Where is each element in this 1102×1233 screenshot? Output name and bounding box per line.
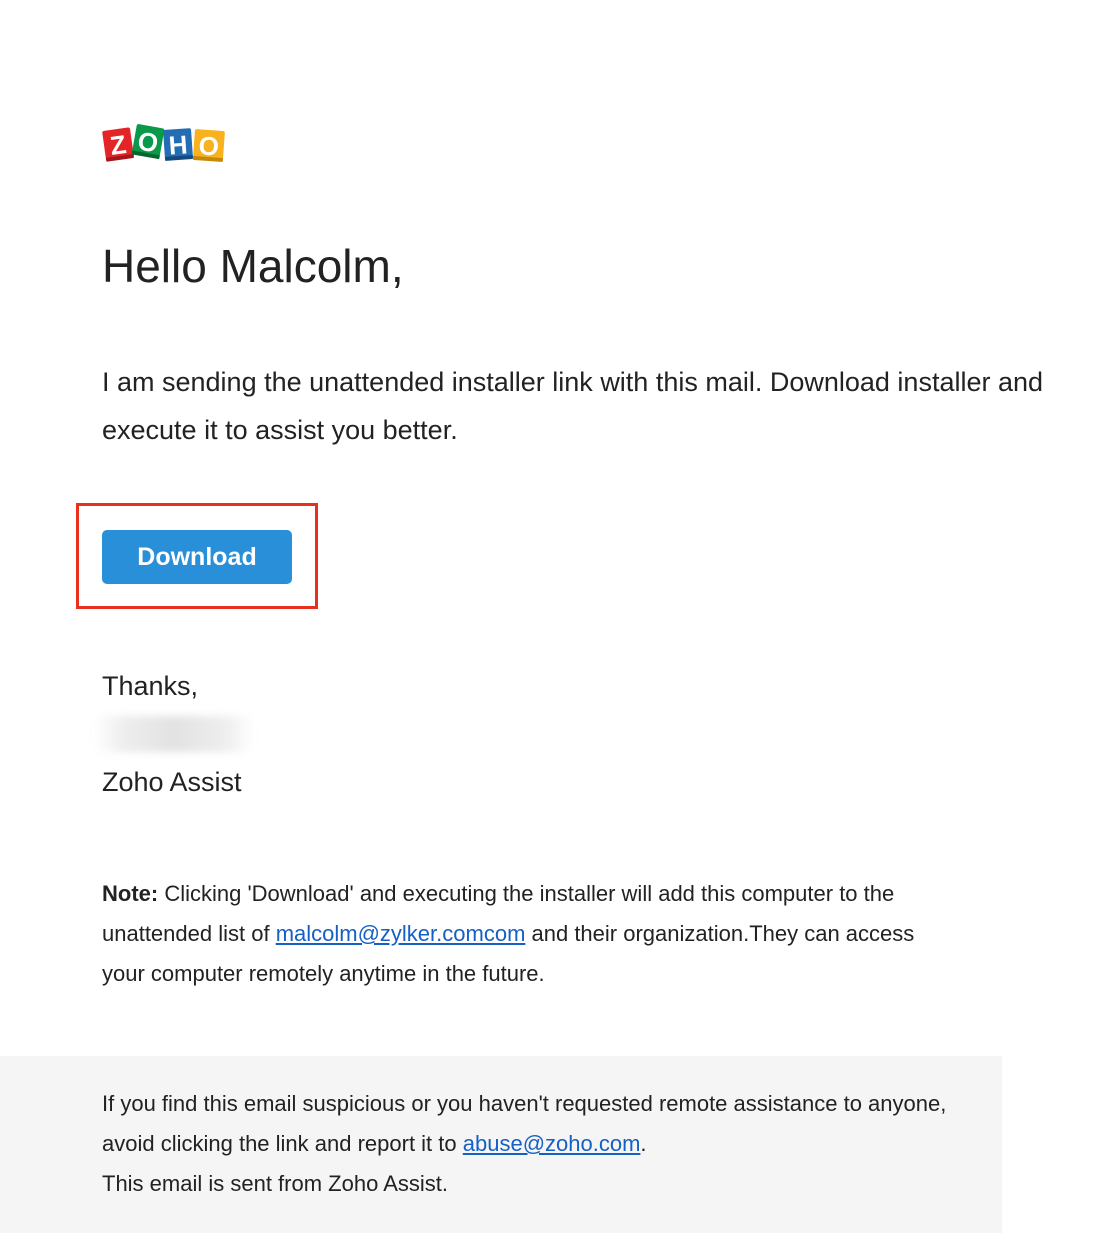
greeting-heading: Hello Malcolm, bbox=[102, 240, 404, 292]
footer-text bbox=[102, 1084, 962, 1204]
logo-letter-o: O bbox=[135, 125, 161, 159]
zoho-logo bbox=[102, 124, 226, 164]
email-body-text: I am sending the unattended installer link with this mail. Download installer and execute it to assist you better. bbox=[102, 367, 1044, 445]
logo-letter-h: H bbox=[167, 129, 189, 161]
footer-text-after: . bbox=[640, 1131, 647, 1156]
malcolm-email-link[interactable]: malcolm@zylker.comcom bbox=[275, 921, 526, 946]
redacted-sender-name bbox=[94, 716, 254, 752]
logo-letter-o2: O bbox=[197, 130, 220, 162]
abuse-email-link[interactable]: abuse@zoho.com bbox=[462, 1131, 641, 1156]
footer-section bbox=[0, 1056, 1002, 1233]
note-paragraph bbox=[102, 874, 922, 994]
note-text-before: Clicking 'Download' and executing the installer will add this computer to the unattended list of bbox=[102, 881, 895, 946]
note-label: Note: bbox=[102, 881, 159, 906]
note-text-after: and their organization.They can access your computer remotely anytime in the future. bbox=[102, 921, 915, 986]
footer-text-before: If you find this email suspicious or you haven't requested remote assistance to anyone, avoid clicking the link and report it to bbox=[102, 1091, 947, 1156]
logo-letter-z: Z bbox=[108, 129, 129, 161]
sent-from-text: This email is sent from Zoho Assist. bbox=[102, 1171, 448, 1196]
thanks-text: Thanks, bbox=[102, 671, 199, 701]
signature-text: Zoho Assist bbox=[102, 767, 242, 797]
download-button[interactable]: Download bbox=[102, 530, 292, 584]
